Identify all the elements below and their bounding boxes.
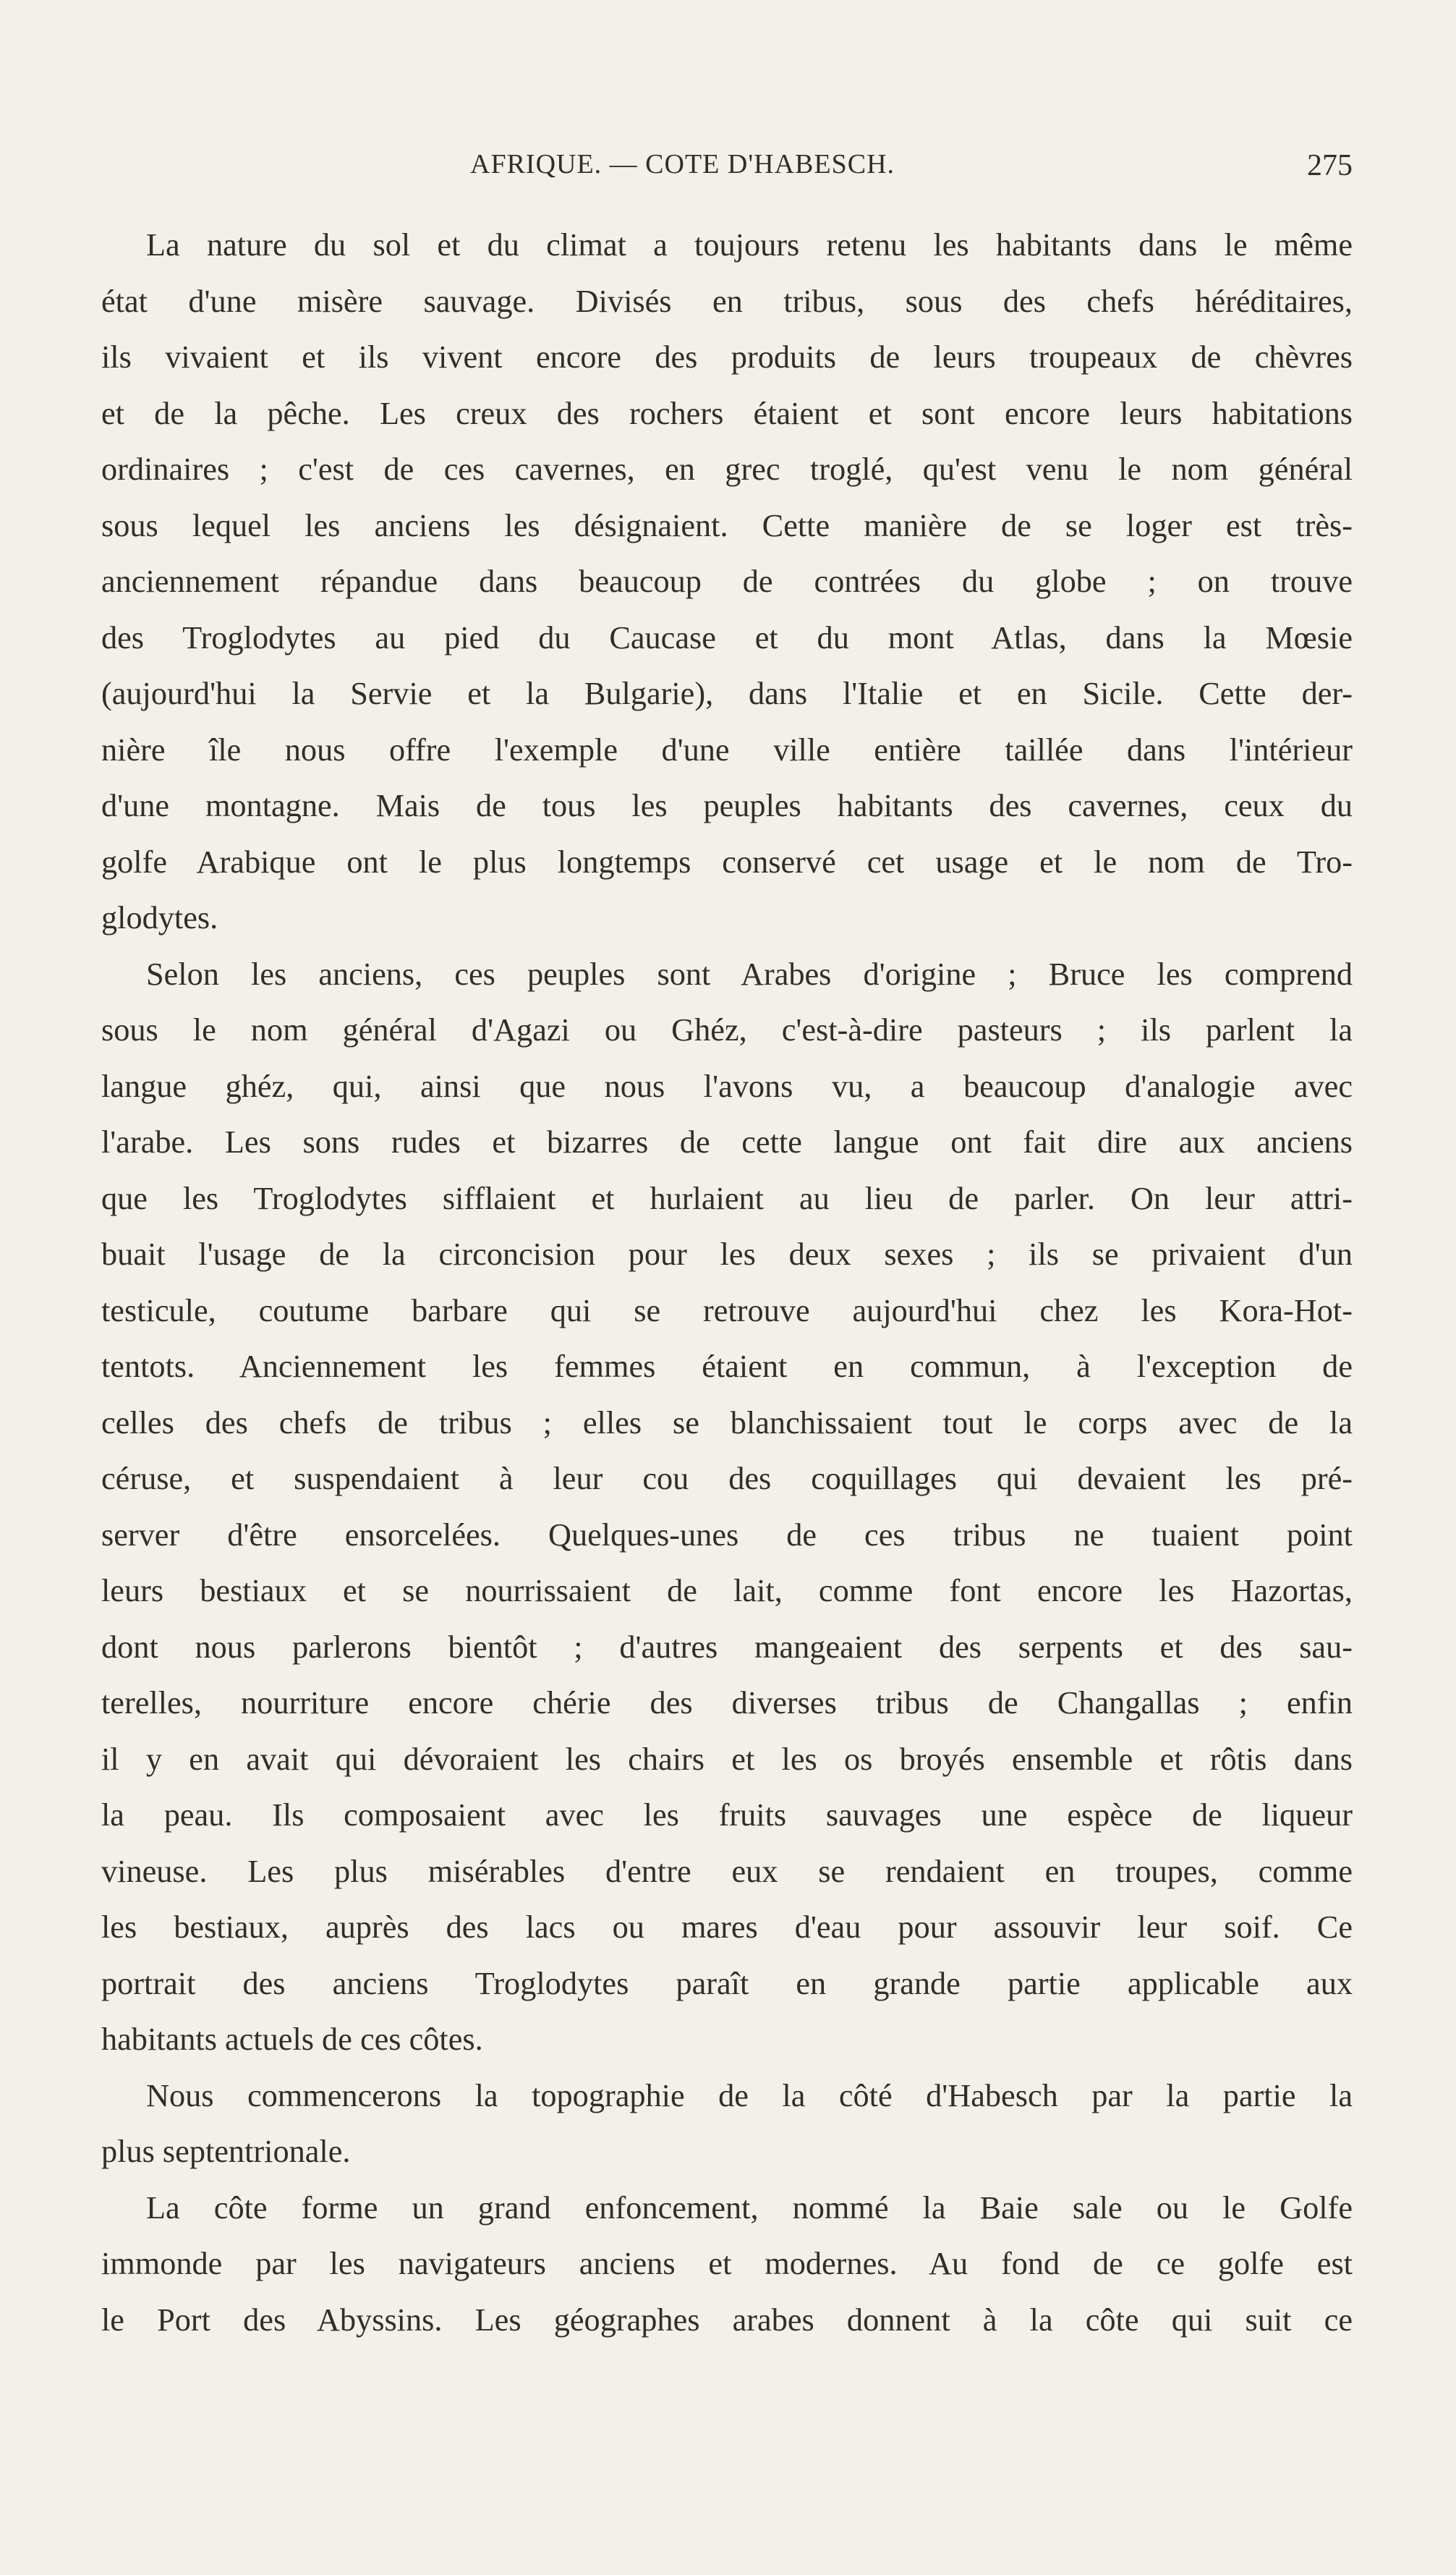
paragraph bbox=[101, 946, 1353, 2068]
text-line: le Port des Abyssins. Les géographes arabes donnent à la côte qui suit ce bbox=[101, 2302, 1353, 2338]
text-line: plus septentrionale. bbox=[101, 2134, 351, 2169]
text-line: il y en avait qui dévoraient les chairs et les os broyés ensemble et rôtis dans bbox=[101, 1741, 1353, 1777]
text-line: dont nous parlerons bientôt ; d'autres mangeaient des serpents et des sau- bbox=[101, 1629, 1353, 1665]
text-line: buait l'usage de la circoncision pour les deux sexes ; ils se privaient d'un bbox=[101, 1236, 1353, 1272]
text-line: les bestiaux, auprès des lacs ou mares d'eau pour assouvir leur soif. Ce bbox=[101, 1909, 1353, 1945]
text-line: La nature du sol et du climat a toujours retenu les habitants dans le même bbox=[146, 227, 1353, 263]
text-line: sous lequel les anciens les désignaient. Cette manière de se loger est très- bbox=[101, 507, 1353, 543]
text-line: des Troglodytes au pied du Caucase et du mont Atlas, dans la Mœsie bbox=[101, 619, 1353, 656]
text-line: tentots. Anciennement les femmes étaient en commun, à l'exception de bbox=[101, 1349, 1353, 1384]
text-line: céruse, et suspendaient à leur cou des coquillages qui devaient les pré- bbox=[101, 1461, 1353, 1496]
text-line: la peau. Ils composaient avec les fruits sauvages une espèce de liqueur bbox=[101, 1797, 1353, 1833]
text-line: anciennement répandue dans beaucoup de contrées du globe ; on trouve bbox=[101, 564, 1353, 599]
text-line: que les Troglodytes sifflaient et hurlaient au lieu de parler. On leur attri- bbox=[101, 1180, 1353, 1216]
paragraph bbox=[101, 2068, 1353, 2180]
text-line: (aujourd'hui la Servie et la Bulgarie), dans l'Italie et en Sicile. Cette der- bbox=[101, 676, 1353, 711]
text-line: server d'être ensorcelées. Quelques-unes de ces tribus ne tuaient point bbox=[101, 1516, 1353, 1553]
text-line: sous le nom général d'Agazi ou Ghéz, c'est-à-dire pasteurs ; ils parlent la bbox=[101, 1012, 1353, 1048]
text-line: celles des chefs de tribus ; elles se blanchissaient tout le corps avec de la bbox=[101, 1404, 1353, 1441]
chapter-title: AFRIQUE. — COTE D'HABESCH. bbox=[470, 149, 895, 179]
text-line: leurs bestiaux et se nourrissaient de lait, comme font encore les Hazortas, bbox=[101, 1573, 1353, 1608]
text-line: habitants actuels de ces côtes. bbox=[101, 2022, 483, 2057]
text-line: et de la pêche. Les creux des rochers étaient et sont encore leurs habitations bbox=[101, 395, 1353, 431]
text-line: d'une montagne. Mais de tous les peuples habitants des cavernes, ceux du bbox=[101, 788, 1353, 823]
text-line: glodytes. bbox=[101, 900, 218, 936]
text-line: immonde par les navigateurs anciens et modernes. Au fond de ce golfe est bbox=[101, 2246, 1353, 2281]
text-line: ordinaires ; c'est de ces cavernes, en grec troglé, qu'est venu le nom général bbox=[101, 451, 1353, 487]
text-line: vineuse. Les plus misérables d'entre eux se rendaient en troupes, comme bbox=[101, 1853, 1353, 1889]
text-line: nière île nous offre l'exemple d'une ville entière taillée dans l'intérieur bbox=[101, 731, 1353, 768]
paragraph bbox=[101, 2180, 1353, 2349]
text-line: golfe Arabique ont le plus longtemps conservé cet usage et le nom de Tro- bbox=[101, 844, 1353, 880]
text-line: La côte forme un grand enfoncement, nommé la Baie sale ou le Golfe bbox=[146, 2189, 1353, 2226]
text-line: Selon les anciens, ces peuples sont Arabes d'origine ; Bruce les comprend bbox=[146, 956, 1353, 992]
text-line: ils vivaient et ils vivent encore des produits de leurs troupeaux de chèvres bbox=[101, 339, 1353, 375]
page-number: 275 bbox=[1307, 149, 1353, 182]
text-line: état d'une misère sauvage. Divisés en tribus, sous des chefs héréditaires, bbox=[101, 283, 1353, 319]
running-header bbox=[101, 148, 1353, 192]
body-text bbox=[101, 217, 1353, 2348]
text-line: l'arabe. Les sons rudes et bizarres de cette langue ont fait dire aux anciens bbox=[101, 1124, 1353, 1160]
text-line: Nous commencerons la topographie de la côté d'Habesch par la partie la bbox=[146, 2077, 1353, 2113]
text-line: langue ghéz, qui, ainsi que nous l'avons vu, a beaucoup d'analogie avec bbox=[101, 1068, 1353, 1104]
text-line: portrait des anciens Troglodytes paraît en grande partie applicable aux bbox=[101, 1965, 1353, 2001]
text-line: terelles, nourriture encore chérie des diverses tribus de Changallas ; enfin bbox=[101, 1685, 1353, 1721]
text-line: testicule, coutume barbare qui se retrouve aujourd'hui chez les Kora-Hot- bbox=[101, 1292, 1353, 1328]
paragraph bbox=[101, 217, 1353, 946]
